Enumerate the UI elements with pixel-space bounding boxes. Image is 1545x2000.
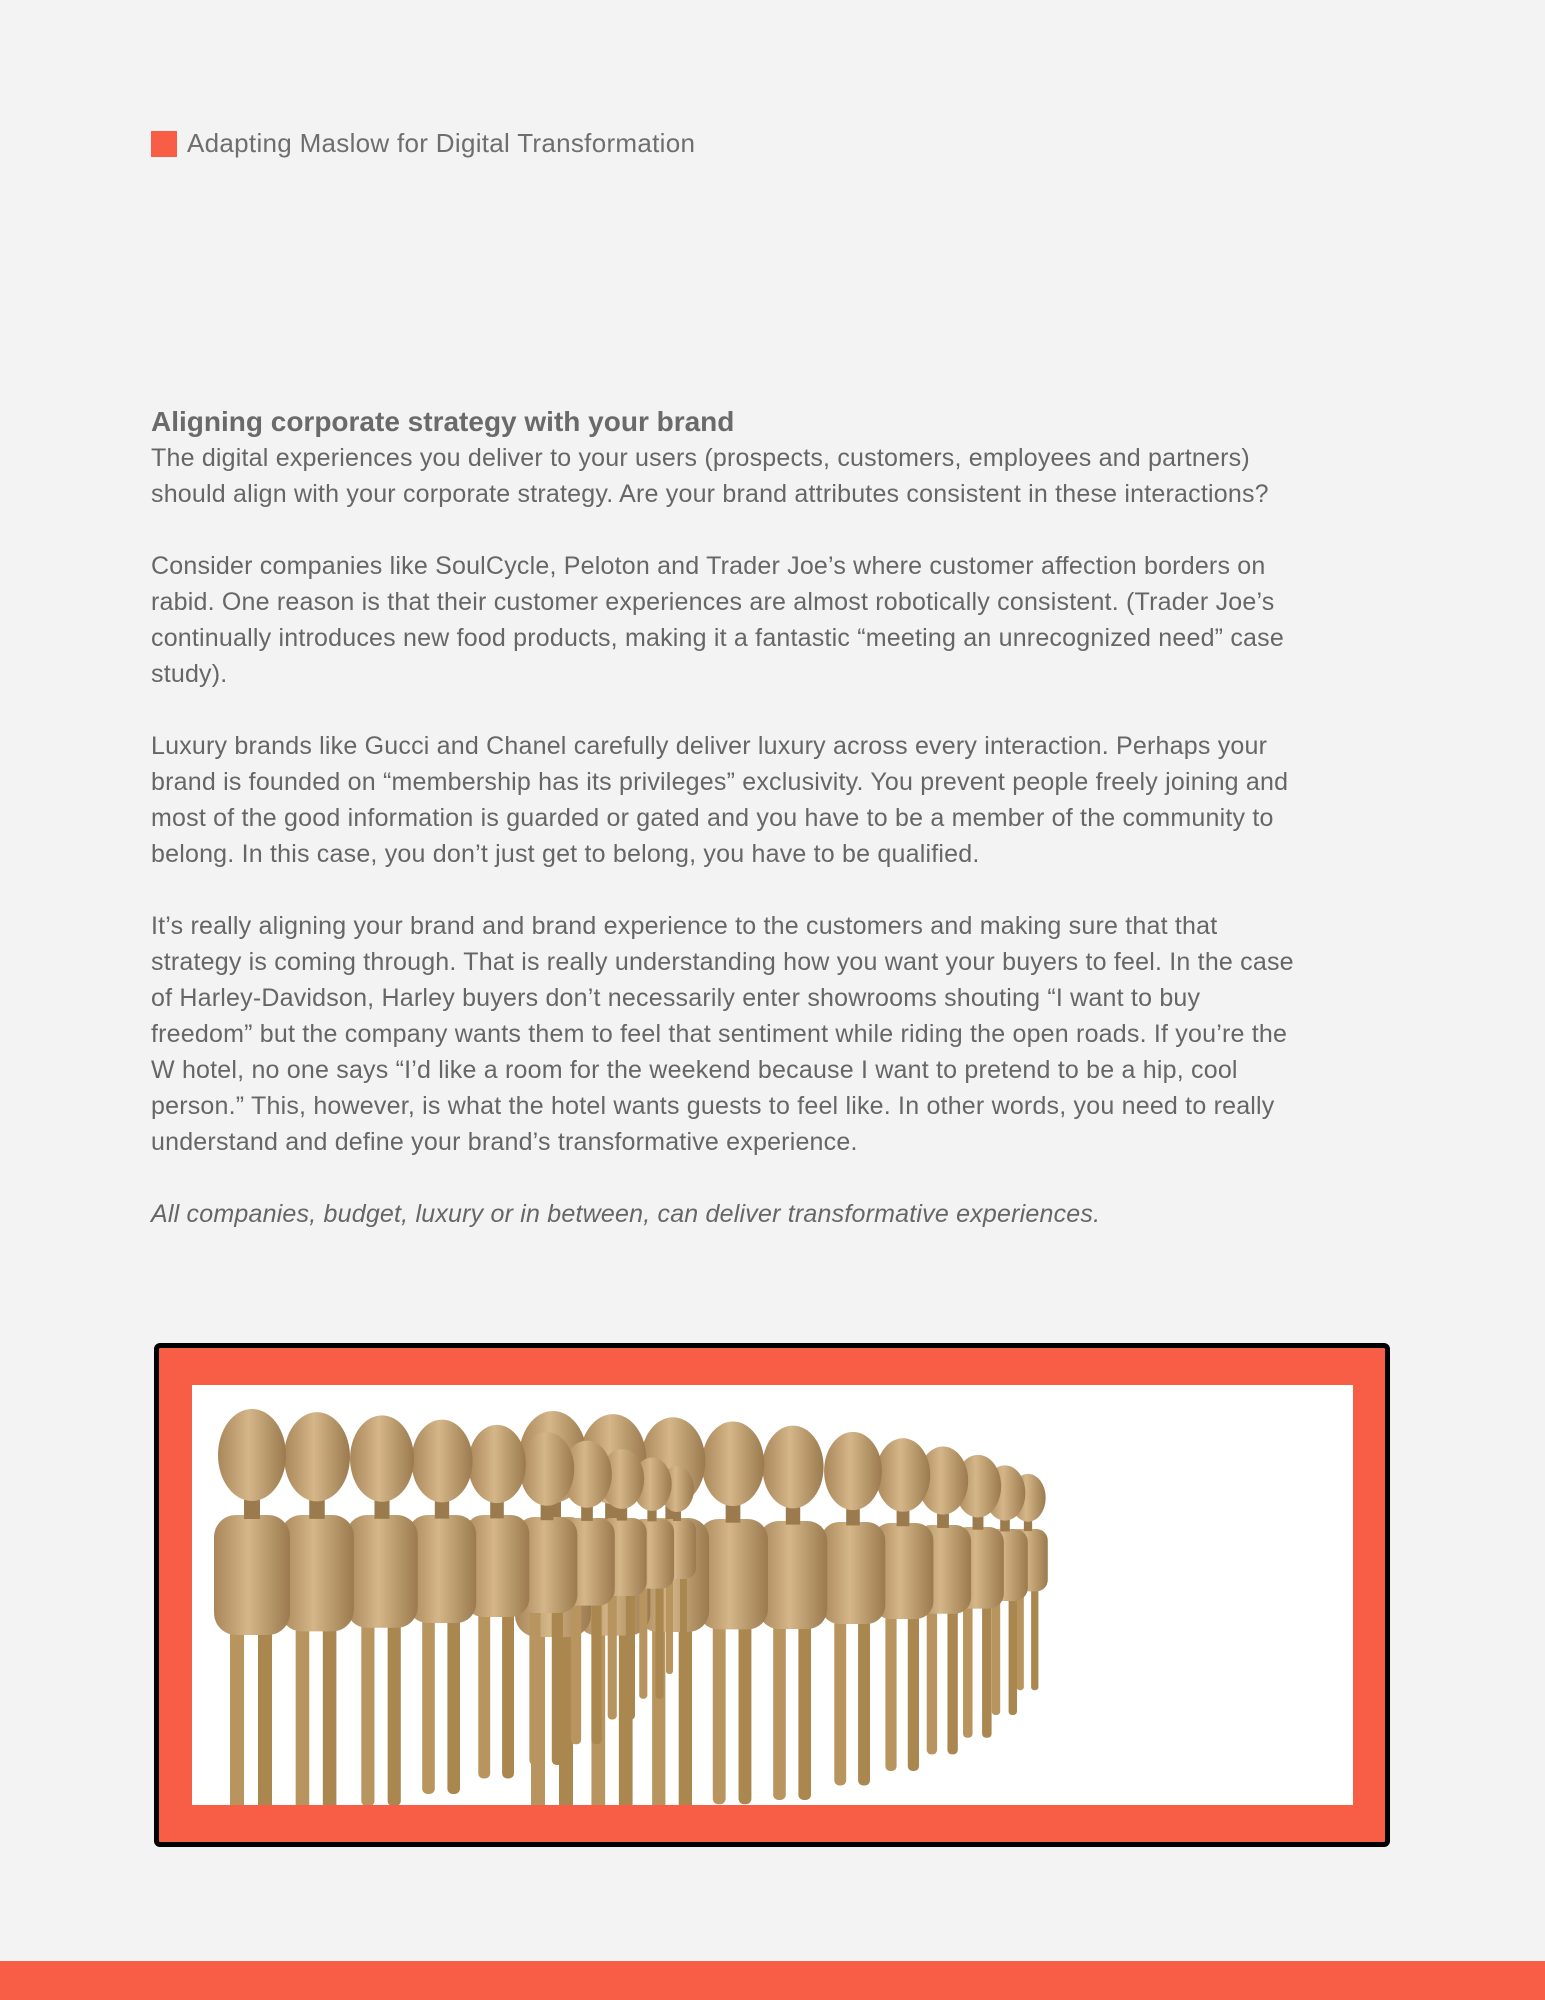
closing-statement: All companies, budget, luxury or in between, can deliver transformative experiences. [151, 1200, 1101, 1228]
wooden-mannequins-photo [192, 1385, 1353, 1805]
article-section [151, 404, 1301, 1268]
section-heading: Aligning corporate strategy with your brand [151, 406, 735, 437]
paragraph-4: It’s really aligning your brand and brand experience to the customers and making sure that that strategy is coming through. That is really understanding how you want your buyers to feel. In the case of Harley-Davidson, Harley buyers don’t necessarily enter showrooms shouting “I want to buy freedom” but the company wants them to feel that sentiment while riding the open roads. If you’re the W hotel, no one says “I’d like a room for the weekend because I want to pretend to be a hip, cool person.” This, however, is what the hotel wants guests to feel like. In other words, you need to really understand and define your brand’s transformative experience. [151, 912, 1294, 1156]
paragraph-2: Consider companies like SoulCycle, Peloton and Trader Joe’s where customer affection borders on rabid. One reason is that their customer experiences are almost robotically consistent. (Trader Joe’s continually introduces new food products, making it a fantastic “meeting an unrecognized need” case study). [151, 552, 1284, 688]
paragraph-1: The digital experiences you deliver to your users (prospects, customers, employees and partners) should align with your corporate strategy. Are your brand attributes consistent in these interactions? [151, 444, 1269, 508]
paragraph-3: Luxury brands like Gucci and Chanel carefully deliver luxury across every interaction. Perhaps your brand is founded on “membership has its privileges” exclusivity. You prevent people freely joining and most of the good information is guarded or gated and you have to be a member of the community to belong. In this case, you don’t just get to belong, you have to be qualified. [151, 732, 1289, 868]
figure-frame [154, 1343, 1390, 1847]
footer-bar [0, 1961, 1545, 2000]
accent-square [151, 131, 177, 157]
document-header [151, 128, 695, 159]
document-title: Adapting Maslow for Digital Transformation [187, 128, 696, 158]
